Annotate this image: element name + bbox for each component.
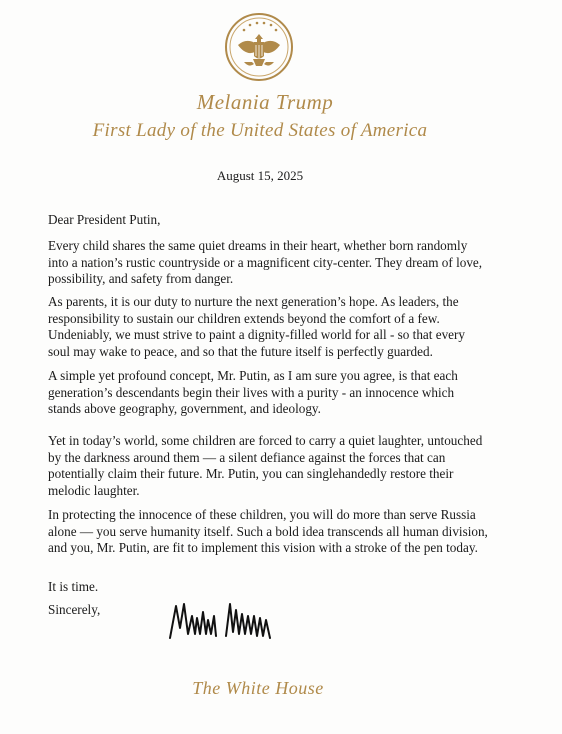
letter-paragraph: Yet in today’s world, some children are forced to carry a quiet laughter, untouched by the darkness around them — a silent defiance against the forces that can potentially claim their future. Mr. Putin, you can singlehandedly restore their melodic laughter. (48, 433, 483, 498)
letterhead-name: Melania Trump (196, 90, 334, 114)
sign-off: Sincerely, (48, 602, 101, 617)
letter-paragraph: As parents, it is our duty to nurture the next generation’s hope. As leaders, the responsibility to sustain our children extends beyond the comfort of a few. Undeniably, we must strive to paint a dignity-filled world for all - so that every soul may wake to peace, and so that the future itself is perfectly guarded. (48, 294, 466, 359)
letter-paragraph: Every child shares the same quiet dreams in their heart, whether born randomly into a nation’s rustic countryside or a magnificent city-center. They dream of love, possibility, and safety from danger. (48, 238, 483, 286)
letter-paragraph: A simple yet profound concept, Mr. Putin, as I am sure you agree, is that each generation’s descendants begin their lives with a purity - an innocence which stands above geography, government, and ideology. (48, 368, 458, 416)
letter-date: August 15, 2025 (216, 168, 304, 183)
presidential-seal-icon (224, 12, 294, 82)
handwritten-signature (166, 598, 274, 644)
letter-paragraph: In protecting the innocence of these children, you will do more than serve Russia alone — you serve humanity itself. Such a bold idea transcends all human division, and you, Mr. Putin, are fit to implement this vision with a stroke of the pen today. (48, 507, 488, 555)
footer-the-white-house: The White House (192, 678, 324, 698)
salutation: Dear President Putin, (48, 212, 161, 227)
letterhead-title: First Lady of the United States of America (92, 120, 428, 141)
closing-line: It is time. (48, 579, 99, 594)
